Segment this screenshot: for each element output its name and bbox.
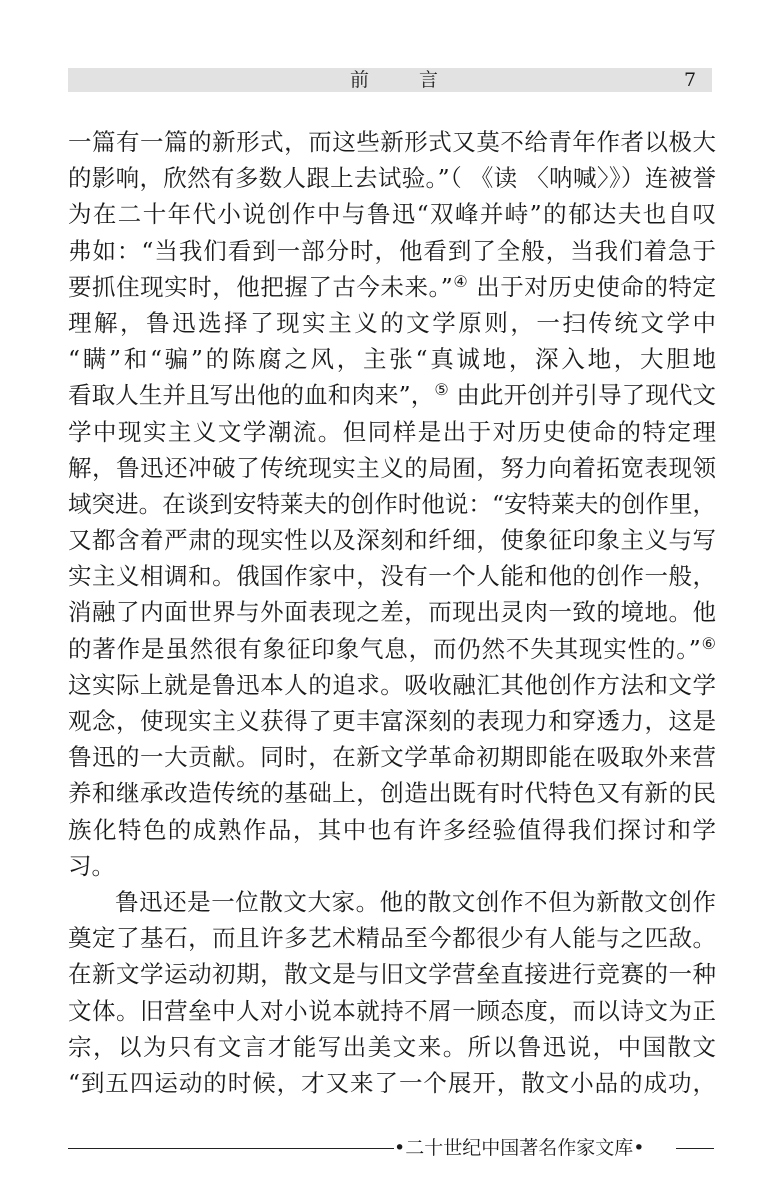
text-line: 为在二十年代小说创作中与鲁迅“双峰并峙”的郁达夫也自叹 xyxy=(68,200,716,229)
footer-series-name: •二十世纪中国著名作家文库• xyxy=(394,1137,645,1159)
text-line: “瞒”和“骗”的陈腐之风，主张“真诚地，深入地，大胆地 xyxy=(68,345,716,374)
text-line: 又都含着严肃的现实性以及深刻和纤细，使象征印象主义与写 xyxy=(68,526,716,555)
text-line: 的著作是虽然很有象征印象气息，而仍然不失其现实性的。”⑥ xyxy=(68,633,717,663)
text-line: 解，鲁迅还冲破了传统现实主义的局囿，努力向着拓宽表现领 xyxy=(68,453,716,482)
footer-rule-left xyxy=(68,1148,394,1149)
text-line: 观念，使现实主义获得了更丰富深刻的表现力和穿透力，这是 xyxy=(68,707,716,735)
footnote-marker: ④ xyxy=(452,271,469,291)
footnote-marker: ⑤ xyxy=(434,380,449,400)
text-line: 奠定了基石，而且许多艺术精品至今都很少有人能与之匹敌。 xyxy=(68,924,716,953)
text-line: 弗如：“当我们看到一部分时，他看到了全般，当我们着急于 xyxy=(68,236,716,265)
text-line: 养和继承改造传统的基础上，创造出既有时代特色又有新的民 xyxy=(68,779,716,808)
text-line: 一篇有一篇的新形式，而这些新形式又莫不给青年作者以极大 xyxy=(68,128,716,156)
text-line: 鲁迅还是一位散文大家。他的散文创作不但为新散文创作 xyxy=(115,887,716,916)
page-title: 前 言 xyxy=(350,69,461,91)
text-line: 实主义相调和。俄国作家中，没有一个人能和他的创作一般， xyxy=(68,562,716,591)
body-text xyxy=(68,124,716,1101)
text-line: 域突进。在谈到安特莱夫的创作时他说：“安特莱夫的创作里， xyxy=(68,489,716,518)
text-line: 宗，以为只有文言才能写出美文来。所以鲁迅说，中国散文 xyxy=(68,1032,716,1061)
text-line: 理解，鲁迅选择了现实主义的文学原则，一扫传统文学中 xyxy=(68,308,716,337)
text-line: 在新文学运动初期，散文是与旧文学营垒直接进行竞赛的一种 xyxy=(68,960,716,989)
text-line: “到五四运动的时候，才又来了一个展开，散文小品的成功， xyxy=(68,1068,716,1097)
text-line: 族化特色的成熟作品，其中也有许多经验值得我们探讨和学 xyxy=(68,815,716,844)
footnote-marker: ⑥ xyxy=(700,633,717,653)
text-line: 看取人生并且写出他的血和肉来”，⑤ 由此开创并引导了现代文 xyxy=(68,380,717,410)
text-line: 鲁迅的一大贡献。同时，在新文学革命初期即能在吸取外来营 xyxy=(68,743,716,772)
footer-rule-right xyxy=(676,1148,714,1149)
text-line: 的影响，欣然有多数人跟上去试验。”（ 《读 〈呐喊〉》）连被誉 xyxy=(68,164,716,193)
text-line: 这实际上就是鲁迅本人的追求。吸收融汇其他创作方法和文学 xyxy=(68,670,716,699)
text-line: 习。 xyxy=(68,851,115,880)
text-line: 学中现实主义文学潮流。但同样是出于对历史使命的特定理 xyxy=(68,417,716,446)
text-line: 消融了内面世界与外面表现之差，而现出灵肉一致的境地。他 xyxy=(68,598,716,627)
page-number: 7 xyxy=(684,69,697,91)
text-line: 要抓住现实时，他把握了古今未来。”④ 出于对历史使命的特定 xyxy=(68,271,717,301)
text-line: 文体。旧营垒中人对小说本就持不屑一顾态度，而以诗文为正 xyxy=(68,996,716,1025)
